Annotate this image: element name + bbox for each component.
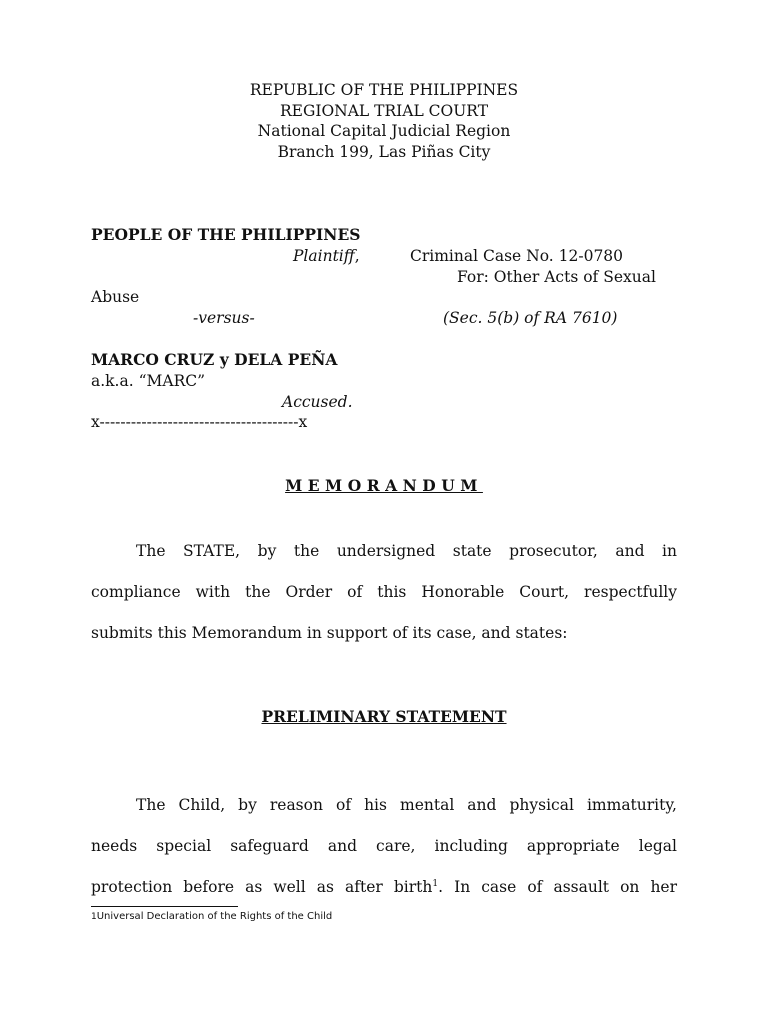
footnote-text: Universal Declaration of the Rights of the Child <box>96 911 333 922</box>
court-header-rtc: REGIONAL TRIAL COURT <box>279 102 489 120</box>
statement-line-1: The Child, by reason of his mental and physical immaturity, <box>136 796 677 814</box>
statute-reference: (Sec. 5(b) of RA 7610) <box>443 309 618 327</box>
statement-line-3 <box>91 877 677 897</box>
section-heading: PRELIMINARY STATEMENT <box>261 707 507 726</box>
statement-line-3-tail: . In case of assault on her <box>438 878 678 896</box>
court-header-region: National Capital Judicial Region <box>257 122 511 140</box>
statement-line-3-text: protection before as well as after birth <box>91 878 433 896</box>
case-offense-continued: Abuse <box>91 288 140 306</box>
plaintiff-role <box>293 246 360 266</box>
plaintiff-role-suffix: , <box>354 247 360 265</box>
footnote-separator <box>91 906 238 907</box>
accused-name: MARCO CRUZ y DELA PEÑA <box>91 350 338 369</box>
accused-role: Accused. <box>282 393 353 411</box>
plaintiff-name: PEOPLE OF THE PHILIPPINES <box>91 225 361 244</box>
footnote <box>91 910 332 923</box>
plaintiff-role-text: Plaintiff <box>293 247 355 265</box>
footnote-reference[interactable]: 1 <box>432 878 439 889</box>
document-title: MEMORANDUM <box>285 476 483 495</box>
versus-label: -versus- <box>193 309 255 327</box>
case-number: Criminal Case No. 12-0780 <box>410 247 624 265</box>
intro-line-2: compliance with the Order of this Honorable Court, respectfully <box>91 583 677 601</box>
case-offense: For: Other Acts of Sexual <box>457 268 656 286</box>
court-header-branch: Branch 199, Las Piñas City <box>277 143 491 161</box>
intro-line-3: submits this Memorandum in support of its case, and states: <box>91 624 568 642</box>
statement-line-2: needs special safeguard and care, including appropriate legal <box>91 837 677 855</box>
caption-divider: x--------------------------------------x <box>91 413 308 431</box>
intro-line-1: The STATE, by the undersigned state prosecutor, and in <box>136 542 677 560</box>
accused-alias: a.k.a. “MARC” <box>91 372 206 390</box>
footnote-marker: 1 <box>91 912 97 922</box>
court-header-republic: REPUBLIC OF THE PHILIPPINES <box>249 81 519 99</box>
